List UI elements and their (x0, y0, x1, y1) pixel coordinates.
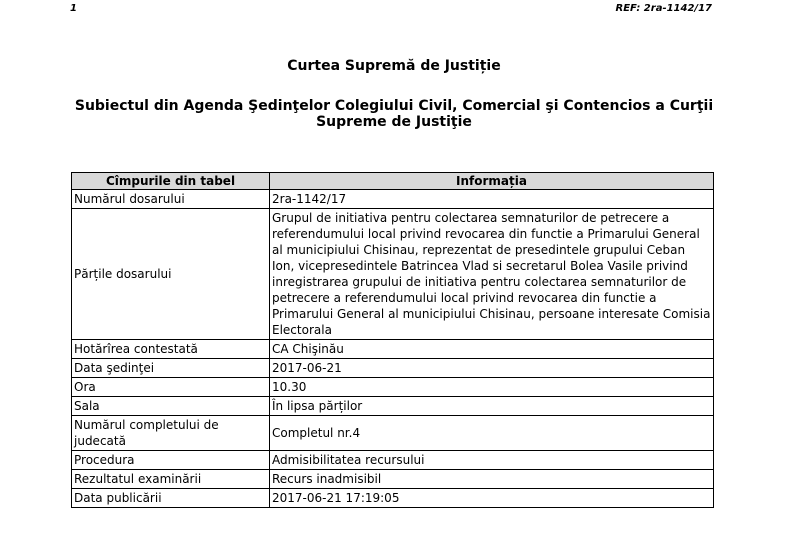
row-value-panel-number: Completul nr.4 (270, 416, 714, 451)
table-row (72, 489, 714, 508)
row-value-time: 10.30 (270, 378, 714, 397)
row-value-parties: Grupul de initiativa pentru colectarea semnaturilor de petrecere a referendumului local privind revocarea din functie a Primarului General al municipiului Chisinau, reprezentat de presedintele grupului Ceban Ion, vicepresedintele Batrincea Vlad si secretarul Bolea Vasile privind inregistrarea grupului de initiativa pentru colectarea semnaturilor de petrecere a referendumului local privind revocarea din functie a Primarului General al municipiului Chisinau, persoane interesate Comisia Electorala (270, 209, 714, 340)
row-value-case-number: 2ra-1142/17 (270, 190, 714, 209)
row-label-result: Rezultatul examinării (72, 470, 270, 489)
table-row (72, 397, 714, 416)
table-row (72, 209, 714, 340)
row-label-room: Sala (72, 397, 270, 416)
row-value-session-date: 2017-06-21 (270, 359, 714, 378)
row-value-publication-date: 2017-06-21 17:19:05 (270, 489, 714, 508)
table-row (72, 378, 714, 397)
court-title: Curtea Supremă de Justiție (287, 58, 501, 74)
table-row (72, 340, 714, 359)
table-row (72, 451, 714, 470)
table-header-row (72, 173, 714, 190)
row-label-case-number: Numărul dosarului (72, 190, 270, 209)
subject-title: Subiectul din Agenda Şedinţelor Colegiului Civil, Comercial şi Contencios a Curţii Supreme de Justiţie (74, 98, 714, 130)
row-label-time: Ora (72, 378, 270, 397)
header-fields: Cîmpurile din tabel (72, 173, 270, 190)
row-value-result: Recurs inadmisibil (270, 470, 714, 489)
row-value-contested-decision: CA Chişinău (270, 340, 714, 359)
case-info-table (71, 172, 714, 508)
table-row (72, 359, 714, 378)
table-row (72, 416, 714, 451)
row-label-publication-date: Data publicării (72, 489, 270, 508)
page-number: 1 (70, 3, 77, 14)
row-label-panel-number: Numărul completului de judecată (72, 416, 270, 451)
reference-number: REF: 2ra-1142/17 (615, 3, 712, 14)
header-information: Informația (270, 173, 714, 190)
table-row (72, 470, 714, 489)
row-label-session-date: Data şedinţei (72, 359, 270, 378)
table-row (72, 190, 714, 209)
row-label-procedure: Procedura (72, 451, 270, 470)
row-value-room: În lipsa părților (270, 397, 714, 416)
row-label-contested-decision: Hotărîrea contestată (72, 340, 270, 359)
row-label-parties: Părțile dosarului (72, 209, 270, 340)
row-value-procedure: Admisibilitatea recursului (270, 451, 714, 470)
